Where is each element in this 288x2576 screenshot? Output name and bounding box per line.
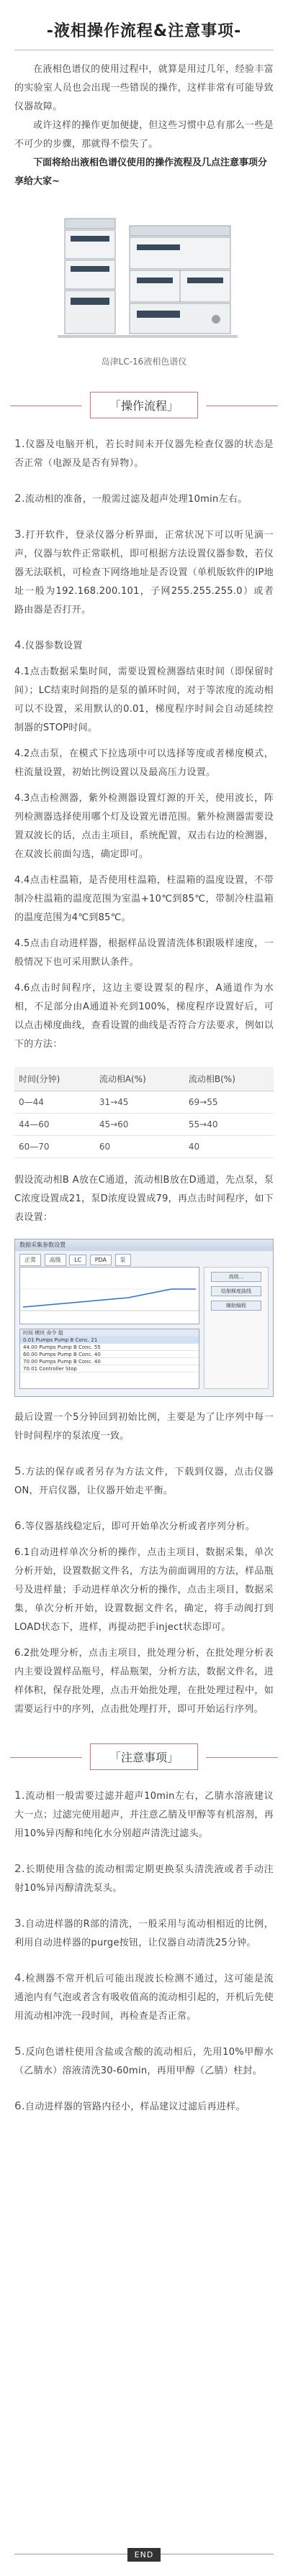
figure-caption: 岛津LC-16液相色谱仪 (101, 357, 187, 367)
article-end (0, 2547, 288, 2562)
intro-paragraph: 或许这样的操作更加便捷，但这些习惯中总有那么一些是不可少的步骤，那就得不偿失了。 (14, 120, 274, 150)
table-cell: 0—44 (14, 1091, 95, 1114)
step-item (14, 525, 274, 620)
sub-step-text: 4.2点击泵，在模式下拉选项中可以选择等度或者梯度模式，柱流量设置，初始比例设置以及最高压力设置。 (14, 748, 274, 778)
sub-step-text: 4.5点击自动进样器，根据样品设置清洗体积跟吸样速度，一般情况下也可采用默认条件。 (14, 938, 274, 968)
plot-gradient-button[interactable]: 绘制梯度曲线 (211, 1286, 261, 1296)
step-number: 5. (14, 1465, 25, 1477)
note-item (14, 1968, 274, 2026)
software-tab[interactable]: 泵 (115, 1254, 131, 1266)
note-text: 检测器不常开机后可能出现波长检测不通过，这可能是流通池内有气泡或者含有吸收值高的流动相引起的，开机后先使用流动相冲洗一段时间，再检查是否正常。 (14, 1974, 274, 2022)
table-cell: 60—70 (14, 1136, 95, 1158)
window-title: 数据采集参数设置 (15, 1239, 273, 1251)
table-cell: 31→45 (95, 1091, 184, 1114)
step-item (14, 1462, 274, 1500)
note-item (14, 2096, 274, 2117)
note-text: 自动进样器的R部的清洗，一般采用与流动相相近的比例，利用自动进样器的purge按钮，让仪器自动清洗25分钟。 (14, 1919, 274, 1948)
note-number: 5. (14, 2045, 25, 2058)
sub-step-text: 4.3点击检测器，紫外检测器设置灯源的开关，使用波长，阵列检测器选择使用哪个灯及设置光谱范围。紫外检测器需要设置双波长的话，点击主项目，系统配置，双击右边的检测器，在双波长前面勾选，确定即可。 (14, 793, 274, 860)
step-number: 2. (14, 492, 25, 505)
sub-step-text: 6.2批处理分析，点击主项目，批处理分析，在批处理分析表内主要设置样品瓶号，样品瓶架，分析方法，数据文件名，进样体积，保存批处理，点击开始批处理，在批处理过程中，如需要运行中的序列，点击批处理打开，即可开始运行序列。 (14, 1648, 274, 1715)
hplc-instrument-image (36, 204, 252, 348)
note-text: 流动相一般需要过滤并超声10min左右，乙腈水溶液建议大一点；过滤完使用超声，并注意乙腈及甲醇等有机溶剂，再用10%异丙醇和纯化水分别超声清洗过滤头。 (14, 1791, 274, 1839)
table-row (14, 1091, 274, 1114)
time-program-grid (19, 1329, 199, 1389)
step-number: 1. (14, 437, 25, 450)
step-number: 3. (14, 528, 25, 541)
grid-row[interactable]: 70.00 Pumps Pump B Conc. 40 (20, 1358, 199, 1365)
note-text: 长期使用含盐的流动相需定期更换泵头清洗液或者手动注射10%异丙醇清洗泵头。 (14, 1864, 274, 1894)
software-side-panel (204, 1267, 269, 1389)
assist-program-button[interactable]: 辅助编程 (211, 1301, 261, 1311)
gradient-preview-plot (19, 1267, 199, 1324)
table-cell: 40 (184, 1136, 274, 1158)
intro-paragraph: 在液相色谱仪的使用过程中，就算是用过几年，经验丰富的实验室人员也会出现一些错误的操作，这样非常有可能导致仪器故障。 (14, 64, 274, 112)
grid-row[interactable]: 0.01 Pumps Pump B Conc. 21 (20, 1337, 199, 1344)
note-item (14, 1914, 274, 1953)
software-tab[interactable]: PDA (90, 1255, 112, 1265)
paragraph: 最后设置一个5分钟回到初始比例，主要是为了让序列中每一针时间程序的泵浓度一致。 (14, 1412, 274, 1441)
note-number: 3. (14, 1917, 25, 1930)
mobile-phase-table (14, 1067, 274, 1158)
sub-step-text: 4.6点击时间程序，这边主要设置泵的程序，A通道作为水相，不足部分由A通道补充到100%，梯度程序设置好后，可以点击梯度曲线，查看设置的曲线是否符合方法要求，例如以下的方法： (14, 983, 274, 1050)
note-number: 4. (14, 1971, 25, 1984)
page-title: -液相操作流程&注意事项- (46, 22, 242, 40)
table-cell: 44—60 (14, 1114, 95, 1136)
note-text: 反向色谱柱使用含盐或含酸的流动相后，先用10%甲醇水（乙腈水）溶液清洗30-60min，再用甲醇（乙腈）柱封。 (14, 2047, 274, 2076)
step-text: 打开软件，登录仪器分析界面，正常状况下可以听见滴一声，仪器与软件正常联机，即可根据方法设置仪器参数，若仪器无法联机，可检查下网络地址是否设置（单机版软件的IP地址一般为192.168.200.101，子网255.255.255.0）或者路由器是否打开。 (14, 530, 274, 615)
step-text: 方法的保存或者另存为方法文件，下载到仪器，点击仪器ON，开启仪器，让仪器开始走平衡。 (14, 1467, 274, 1496)
section-title-procedure: 「操作流程」 (90, 392, 198, 418)
table-header-row (14, 1067, 274, 1091)
software-screenshot (14, 1239, 274, 1397)
table-header-cell: 流动相B(%) (184, 1067, 274, 1091)
software-tab[interactable]: LC (69, 1255, 86, 1265)
step-text: 仪器参数设置 (24, 641, 83, 651)
note-number: 6. (14, 2099, 25, 2112)
note-item (14, 1859, 274, 1898)
grid-header-row: 时间 模块 命令 值 (20, 1329, 199, 1337)
sub-step-text: 4.4点击柱温箱，是否使用柱温箱，柱温箱的温度设置，不带制冷柱温箱的温度范围为室温+10℃到85℃，带制冷柱温箱的温度范围为4℃到85℃。 (14, 875, 274, 923)
note-item (14, 1786, 274, 1843)
note-item (14, 2042, 274, 2081)
grid-row[interactable]: 44.00 Pumps Pump B Conc. 55 (20, 1344, 199, 1351)
gradient-curve (20, 1268, 199, 1324)
step-item (14, 434, 274, 473)
step-number: 4. (14, 638, 25, 651)
step-text: 仪器及电脑开机，若长时间未开仪器先检查仪器的状态是否正常（电源及是否有异物）。 (14, 439, 274, 469)
table-row (14, 1136, 274, 1158)
step-item (14, 489, 274, 509)
note-number: 2. (14, 1862, 25, 1875)
table-cell: 55→40 (184, 1114, 274, 1136)
table-header-cell: 流动相A(%) (95, 1067, 184, 1091)
advanced-button[interactable]: 高级... (211, 1272, 261, 1282)
paragraph: 假设流动相B A放在C通道，流动相B放在D通道，先点泵，泵C浓度设置成21，泵D浓度设置成79，再点击时间程序，如下表设置： (14, 1175, 274, 1223)
intro-bold-line: 下面将给出液相色谱仪使用的操作流程及几点注意事项分享给大家~ (14, 157, 268, 187)
note-text: 自动进样器的管路内径小，样品建议过滤后再进样。 (24, 2101, 246, 2112)
step-text: 等仪器基线稳定后，即可开始单次分析或者序列分析。 (24, 1521, 256, 1532)
grid-row[interactable]: 70.01 Controller Stop (20, 1365, 199, 1372)
step-item (14, 636, 274, 656)
software-tab[interactable]: 正常 (19, 1254, 41, 1266)
table-cell: 69→55 (184, 1091, 274, 1114)
sub-step-text: 6.1自动进样单次分析的操作，点击主项目，数据采集，单次分析开始，设置数据文件名，方法为前面调用的方法，样品瓶号及进样量；手动进样单次分析的操作，点击主项目，数据采集，单次分析开始，设置数据文件名，确定，将手动阀打到LOAD状态下，进样，再提动把手inject状态即可。 (14, 1547, 274, 1633)
section-title-notes: 「注意事项」 (90, 1743, 198, 1770)
table-row (14, 1114, 274, 1136)
table-header-cell: 时间(分钟) (14, 1067, 95, 1091)
note-number: 1. (14, 1789, 25, 1802)
table-cell: 60 (95, 1136, 184, 1158)
software-tab-bar (19, 1254, 132, 1266)
table-cell: 45→60 (95, 1114, 184, 1136)
sub-step-text: 4.1点击数据采集时间，需要设置检测器结束时间（即保留时间）；LC结束时间指的是泵的循环时间，对于等浓度的流动相可以不设置，采用默认的0.01，梯度程序时间会自动延续控制器的STOP时间。 (14, 666, 274, 733)
step-item (14, 1516, 274, 1536)
grid-row[interactable]: 60.00 Pumps Pump B Conc. 40 (20, 1351, 199, 1358)
hplc-instrument-illustration (36, 204, 252, 348)
end-badge: END (127, 2548, 161, 2562)
article-header (14, 0, 274, 50)
step-text: 流动相的准备，一般需过滤及超声处理10min左右。 (24, 494, 248, 505)
software-tab[interactable]: 高级 (45, 1254, 66, 1266)
step-number: 6. (14, 1519, 25, 1532)
